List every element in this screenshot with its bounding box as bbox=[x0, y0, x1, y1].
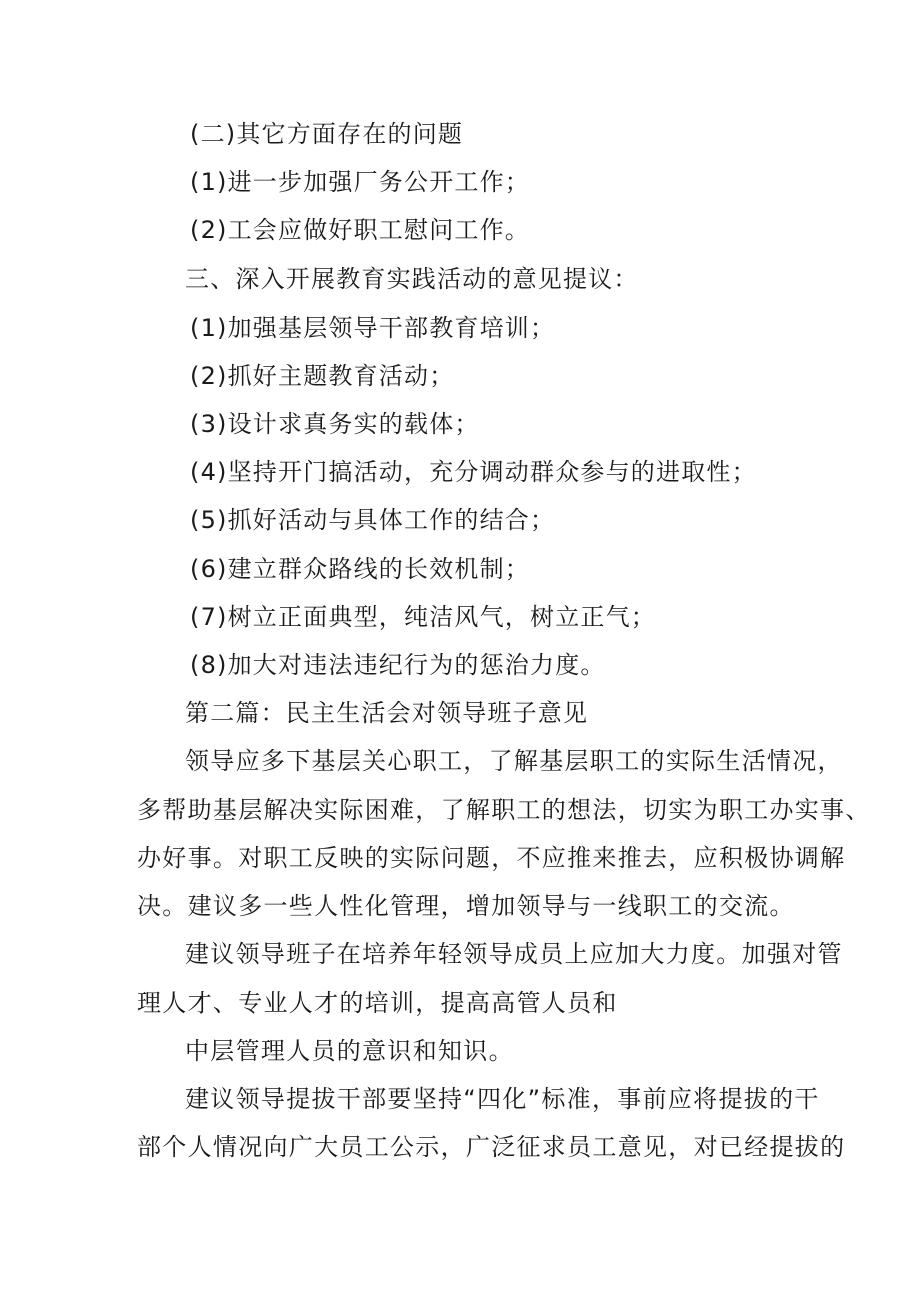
chapter-title: 第二篇：民主生活会对领导班子意见 bbox=[185, 699, 589, 727]
list-item: (5)抓好活动与具体工作的结合； bbox=[190, 506, 556, 534]
list-item: (1)进一步加强厂务公开工作； bbox=[190, 168, 530, 196]
list-item: (2)工会应做好职工慰问工作。 bbox=[190, 216, 530, 244]
list-item: (3)设计求真务实的载体； bbox=[190, 410, 480, 438]
paragraph-line: 理人才、专业人才的培训，提高高管人员和 bbox=[137, 989, 618, 1017]
paragraph-line: 建议领导班子在培养年轻领导成员上应加大力度。加强对管 bbox=[185, 940, 843, 968]
list-item: (4)坚持开门搞活动，充分调动群众参与的进取性； bbox=[190, 458, 757, 486]
section-heading: (二)其它方面存在的问题 bbox=[190, 120, 464, 148]
paragraph-line: 领导应多下基层关心职工，了解基层职工的实际生活情况， bbox=[185, 747, 843, 775]
list-item: (7)树立正面典型，纯洁风气，树立正气； bbox=[190, 603, 656, 631]
list-item: (6)建立群众路线的长效机制； bbox=[190, 555, 530, 583]
paragraph-line: 决。建议多一些人性化管理，增加领导与一线职工的交流。 bbox=[137, 892, 795, 920]
paragraph-line: 多帮助基层解决实际困难，了解职工的想法，切实为职工办实事、 bbox=[137, 796, 871, 824]
paragraph-line: 办好事。对职工反映的实际问题，不应推来推去，应积极协调解 bbox=[137, 844, 846, 872]
list-item: (2)抓好主题教育活动； bbox=[190, 362, 455, 390]
paragraph-line: 建议领导提拔干部要坚持“四化”标准，事前应将提拔的干 bbox=[185, 1085, 820, 1113]
list-item: (8)加大对违法违纪行为的惩治力度。 bbox=[190, 651, 606, 679]
paragraph-line: 部个人情况向广大员工公示，广泛征求员工意见，对已经提拔的 bbox=[137, 1133, 846, 1161]
list-item: (1)加强基层领导干部教育培训； bbox=[190, 314, 556, 342]
section-heading: 三、深入开展教育实践活动的意见提议： bbox=[185, 265, 639, 293]
paragraph-line: 中层管理人员的意识和知识。 bbox=[185, 1037, 514, 1065]
